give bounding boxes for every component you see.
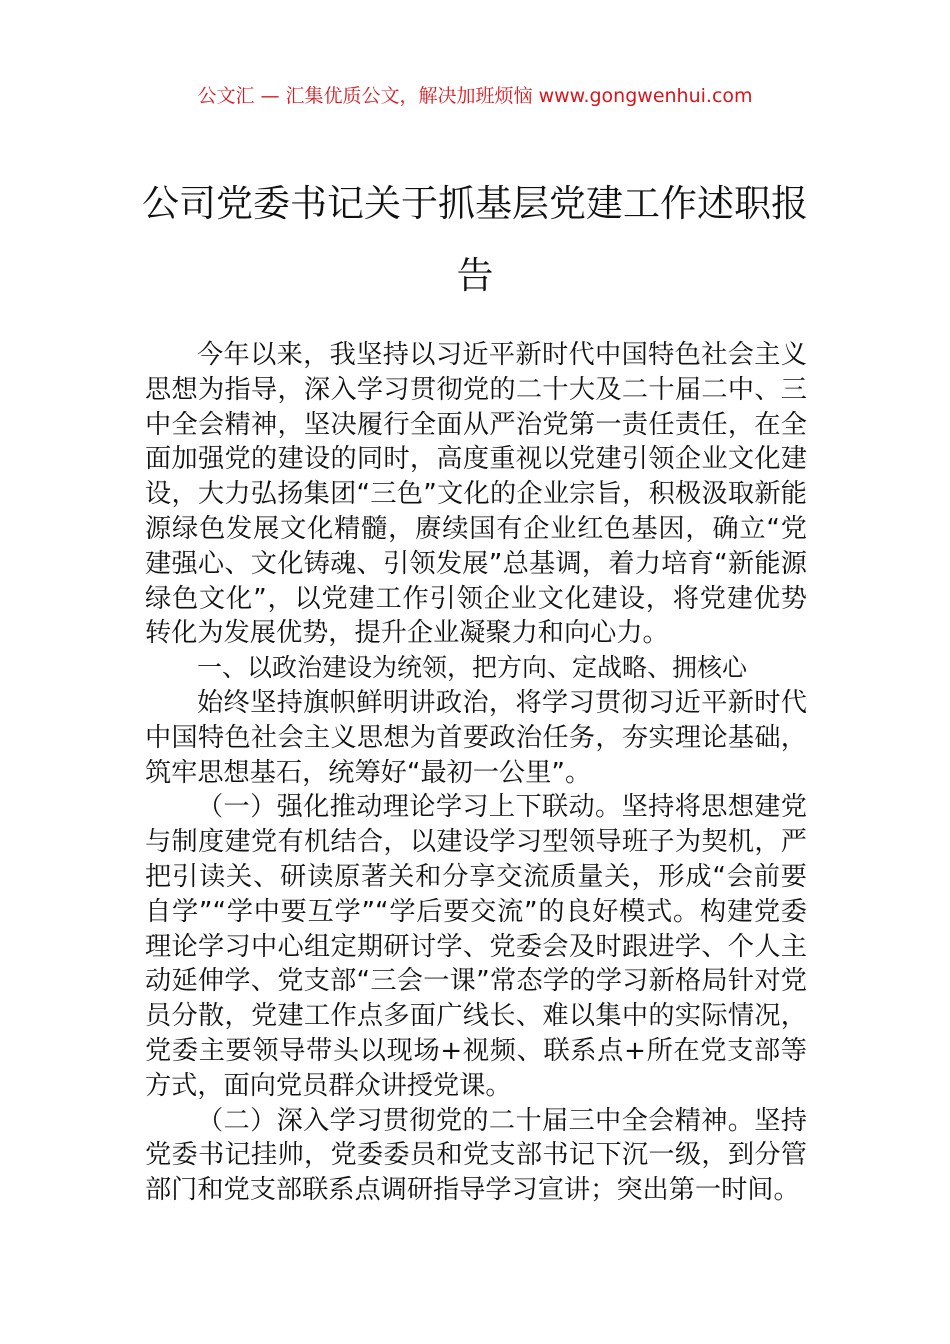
- title-line-1: 公司党委书记关于抓基层党建工作述职报: [142, 182, 808, 225]
- intro-paragraph: 今年以来，我坚持以习近平新时代中国特色社会主义思想为指导，深入学习贯彻党的二十大及二十届二中、三中全会精神，坚决履行全面从严治党第一责任责任，在全面加强党的建设的同时，高度重视以党建引领企业文化建设，大力弘扬集团“三色”文化的企业宗旨，积极汲取新能源绿色发展文化精髓，赓续国有企业红色基因，确立“党建强心、文化铸魂、引领发展”总基调，着力培育“新能源绿色文化”，以党建工作引领企业文化建设，将党建优势转化为发展优势，提升企业凝聚力和向心力。: [145, 340, 807, 649]
- section-heading-1: 一、以政治建设为统领，把方向、定战略、拥核心: [197, 653, 748, 683]
- subsection-1-paragraph: （一）强化推动理论学习上下联动。坚持将思想建党与制度建党有机结合，以建设学习型领导班子为契机，严把引读关、研读原著关和分享交流质量关，形成“会前要自学”“学中要互学”“学后要交流”的良好模式。构建党委理论学习中心组定期研讨学、党委会及时跟进学、个人主动延伸学、党支部“三会一课”常态学的学习新格局针对党员分散，党建工作点多面广线长、难以集中的实际情况，党委主要领导带头以现场+视频、联系点+所在党支部等方式，面向党员群众讲授党课。: [145, 792, 807, 1101]
- document-title: [120, 168, 830, 312]
- subsection-2-paragraph: （二）深入学习贯彻党的二十届三中全会精神。坚持党委书记挂帅，党委委员和党支部书记下沉一级，到分管部门和党支部联系点调研指导学习宣讲；突出第一时间。: [145, 1105, 807, 1206]
- title-line-2: 告: [456, 254, 494, 297]
- site-banner: 公文汇 — 汇集优质公文，解决加班烦恼 www.gongwenhui.com: [197, 85, 753, 107]
- document-body: [145, 338, 807, 1208]
- section-1-paragraph: 始终坚持旗帜鲜明讲政治，将学习贯彻习近平新时代中国特色社会主义思想为首要政治任务，夯实理论基础，筑牢思想基石，统筹好“最初一公里”。: [145, 687, 807, 788]
